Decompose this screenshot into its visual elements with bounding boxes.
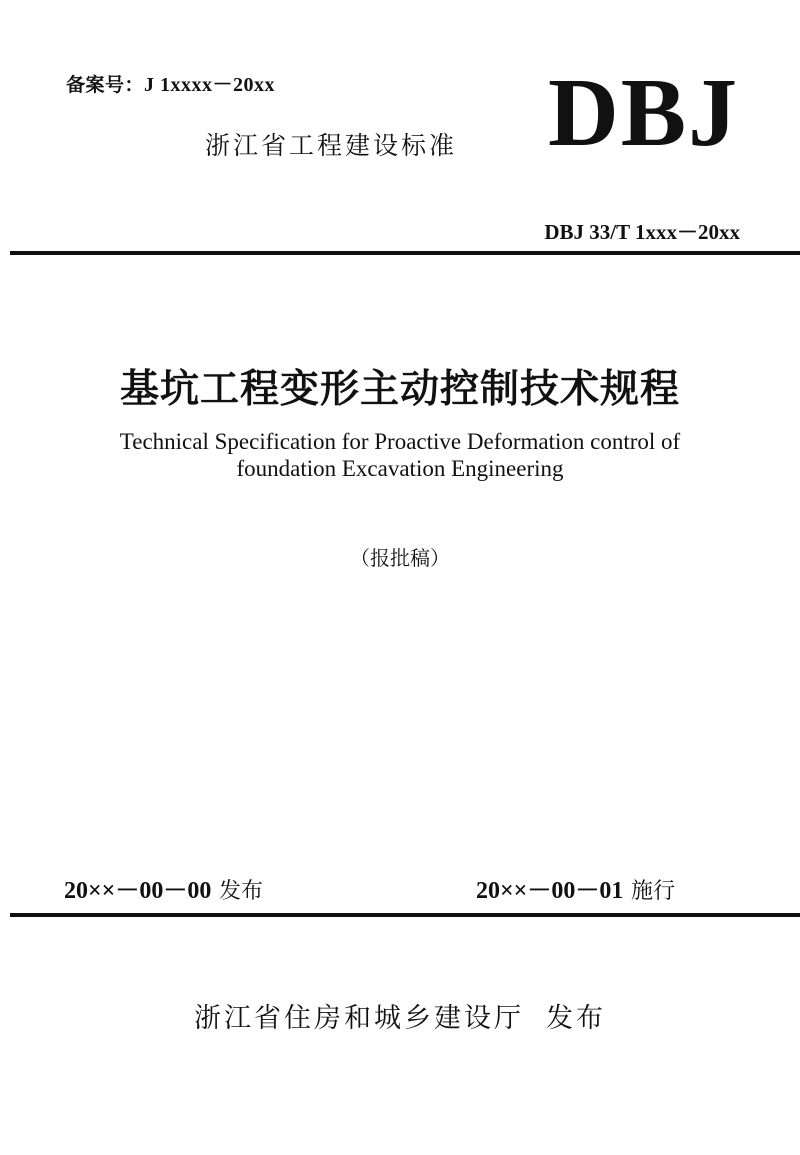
- document-title-chinese: 基坑工程变形主动控制技术规程: [119, 366, 680, 412]
- effective-date-suffix: 施行: [631, 879, 676, 904]
- standard-number: DBJ 33/T 1xxx－20xx: [544, 220, 740, 244]
- draft-status: （报批稿）: [350, 546, 450, 570]
- publish-date-value: 20××－00－00: [64, 878, 212, 904]
- document-title-english: [40, 428, 760, 482]
- filing-code: J 1xxxx－20xx: [144, 74, 276, 96]
- top-divider: [10, 251, 800, 255]
- publish-date-suffix: 发布: [219, 879, 264, 904]
- publisher-line: [0, 996, 800, 1035]
- publisher-action: 发布: [546, 1003, 606, 1034]
- standard-category: 浙江省工程建设标准: [205, 131, 458, 160]
- english-title-line-2: foundation Excavation Engineering: [236, 456, 564, 481]
- filing-label: 备案号：: [66, 74, 145, 96]
- filing-number: [66, 68, 275, 97]
- publisher-name: 浙江省住房和城乡建设厅: [194, 1003, 524, 1034]
- dbj-logo: DBJ: [548, 59, 740, 167]
- bottom-divider: [10, 913, 800, 917]
- publish-date: [64, 870, 263, 905]
- effective-date: [476, 870, 675, 905]
- effective-date-value: 20××－00－01: [476, 878, 624, 904]
- english-title-line-1: Technical Specification for Proactive Deformation control of: [119, 429, 681, 454]
